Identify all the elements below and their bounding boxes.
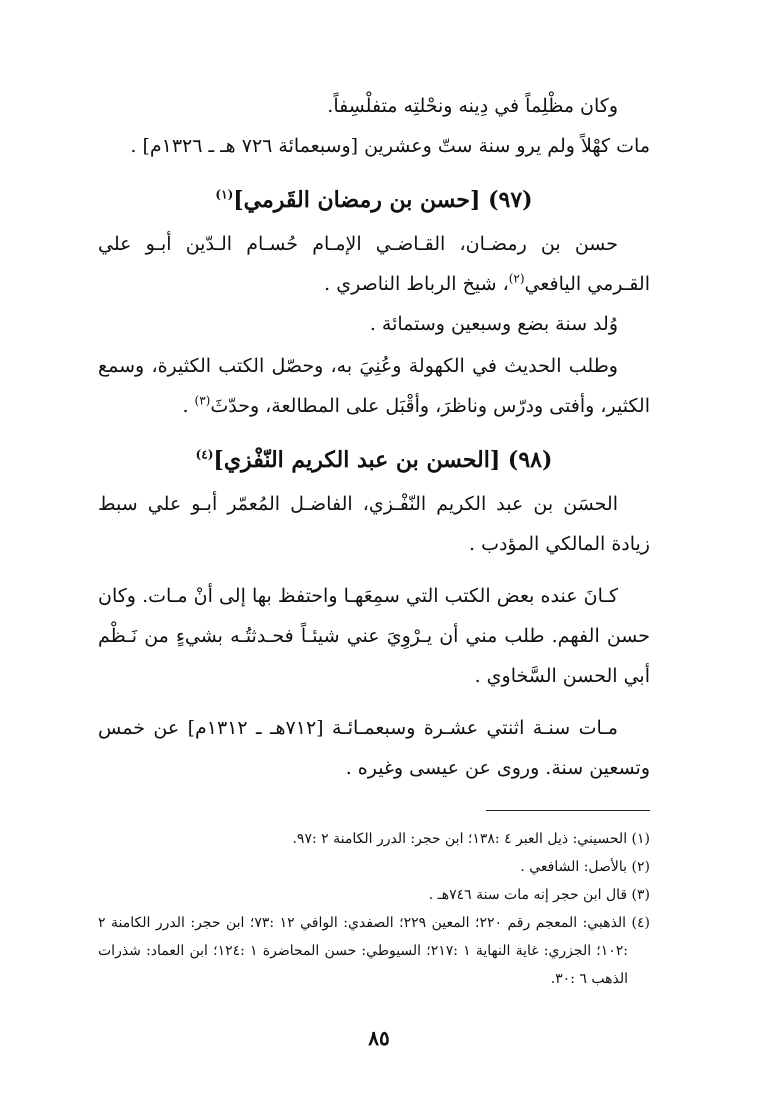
footnotes xyxy=(98,825,650,993)
page-number: ٨٥ xyxy=(368,1026,390,1050)
entry-97-p3-text-a: وطلب الحديث في الكهولة وعُنِيَ به، وحصّل الكتب الكثيرة، وسمع الكثير، وأفتى ودرّس وناظرَ، وأقْبَل على المطالعة، وحدّثَ xyxy=(98,355,650,417)
intro-line-2: مات كهْلاً ولم يرو سنة ستّ وعشرين [وسبعمائة ٧٢٦ هـ ـ ١٣٢٦م] . xyxy=(130,135,650,157)
footnote-2: (٢) بالأصل: الشافعي . xyxy=(520,859,650,875)
entry-97-p3-text-b: . xyxy=(182,395,195,417)
entry-97-heading xyxy=(98,178,650,222)
footnote-divider xyxy=(486,810,650,811)
entry-97-paragraph-3 xyxy=(98,346,650,426)
footnote-ref-2: (٢) xyxy=(508,271,525,286)
footnote-3: (٣) قال ابن حجر إنه مات سنة ٧٤٦هـ . xyxy=(428,887,650,903)
footnote-1: (١) الحسيني: ذيل العبر ٤ :١٣٨؛ ابن حجر: الدرر الكامنة ٢ :٩٧. xyxy=(292,831,650,847)
entry-97-p1-text-a: حسن بن رمضـان، القـاضـي الإمـام حُسـام الـدّين أبـو علي القـرمي اليافعي xyxy=(98,233,650,295)
page-body xyxy=(98,86,650,993)
entry-97-paragraph-2: وُلد سنة بضع وسبعين وستمائة . xyxy=(369,313,618,335)
entry-97-p1-text-b: ، شيخ الرباط الناصري . xyxy=(324,273,509,295)
entry-98-paragraph-3: مـات سنـة اثنتي عشـرة وسبعمـائـة [٧١٢هـ ـ ١٣١٢م] عن خمس وتسعين سنة. وروى عن عيسى وغيره . xyxy=(98,717,650,779)
entry-98-heading-text: (٩٨) [الحسن بن عبد الكريم النّفْزي] xyxy=(213,447,553,473)
entry-98-paragraph-1: الحسَن بن عبد الكريم النّفْـزي، الفاضـل المُعمّر أبـو علي سبط زيادة المالكي المؤدب . xyxy=(98,493,650,555)
entry-97-paragraph-1 xyxy=(98,224,650,304)
footnote-ref-1: (١) xyxy=(215,187,234,202)
footnote-ref-4: (٤) xyxy=(195,447,214,462)
entry-98-paragraph-2: كـانَ عنده بعض الكتب التي سمِعَهـا واحتفظ بها إلى أنْ مـات. وكان حسن الفهم. طلب مني أن يـرْوِيَ عني شيئـاً فحـدثتُـه بشيءٍ من نَـظْم أبي الحسن السَّخاوي . xyxy=(98,585,650,687)
entry-97-heading-text: (٩٧) [حسن بن رمضان القَرمي] xyxy=(233,187,533,213)
entry-98-heading xyxy=(98,438,650,482)
footnote-ref-3: (٣) xyxy=(194,393,211,408)
intro-line-1: وكان مظْلِماً في دِينه ونحْلتِه متفلْسِفاً. xyxy=(327,95,618,117)
footnote-4: (٤) الذهبي: المعجم رقم ٢٢٠؛ المعين ٢٢٩؛ الصفدي: الوافي ١٢ :٧٣؛ ابن حجر: الدرر الكامنة ٢ :١٠٢؛ الجزري: غاية النهاية ١ :٢١٧؛ السيوطي: حسن المحاضرة ١ :١٢٤؛ ابن العماد: شذرات الذهب ٦ :٣٠. xyxy=(98,915,651,987)
